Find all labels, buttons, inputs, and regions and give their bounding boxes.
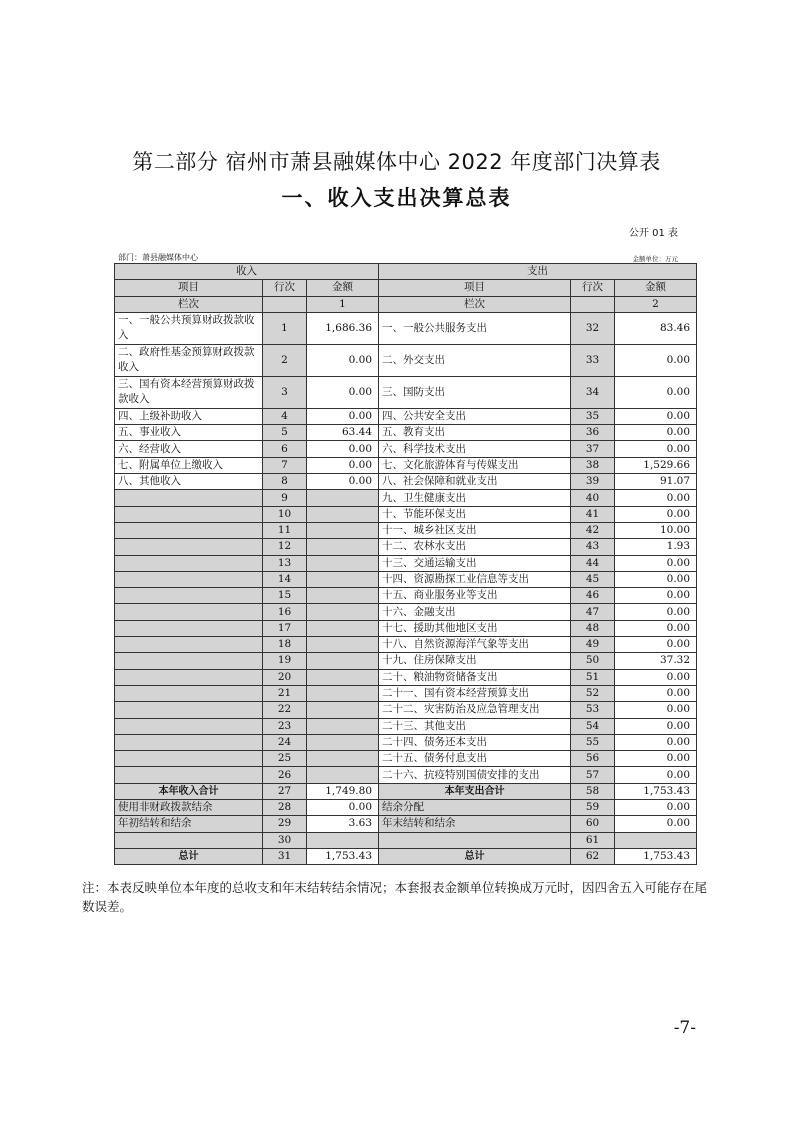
- expense-amount-cell: 1.93: [615, 539, 697, 555]
- table-row: [115, 653, 697, 669]
- income-line-cell: 24: [263, 734, 307, 750]
- income-amount-cell: [307, 571, 379, 587]
- expense-item-cell: 二十二、灾害防治及应急管理支出: [379, 702, 571, 718]
- income-line-cell: 28: [263, 800, 307, 816]
- expense-item-cell: 二十一、国有资本经营预算支出: [379, 685, 571, 701]
- income-item-cell: [115, 522, 263, 538]
- expense-line-cell: 51: [571, 669, 615, 685]
- income-amount-cell: 0.00: [307, 441, 379, 457]
- income-line-header: 行次: [263, 280, 307, 296]
- income-line-cell: 13: [263, 555, 307, 571]
- expense-amount-cell: 0.00: [615, 555, 697, 571]
- expense-line-cell: 33: [571, 344, 615, 376]
- department-label: 部门：萧县融媒体中心: [118, 253, 198, 262]
- expense-item-cell: 本年支出合计: [379, 783, 571, 799]
- expense-line-cell: 46: [571, 588, 615, 604]
- expense-amount-cell: 91.07: [615, 474, 697, 490]
- expense-column-blank: [571, 296, 615, 312]
- income-line-cell: 2: [263, 344, 307, 376]
- table-row: [115, 571, 697, 587]
- expense-item-cell: 总计: [379, 848, 571, 864]
- expense-line-cell: 39: [571, 474, 615, 490]
- income-amount-cell: [307, 620, 379, 636]
- income-amount-cell: [307, 490, 379, 506]
- income-item-cell: [115, 588, 263, 604]
- income-item-cell: [115, 702, 263, 718]
- income-header: 收入: [115, 264, 379, 280]
- income-item-cell: 二、政府性基金预算财政拨款收入: [115, 344, 263, 376]
- income-line-cell: 4: [263, 408, 307, 424]
- expense-amount-cell: 10.00: [615, 522, 697, 538]
- income-line-cell: 31: [263, 848, 307, 864]
- expense-amount-cell: 0.00: [615, 734, 697, 750]
- income-amount-cell: 0.00: [307, 474, 379, 490]
- expense-amount-cell: 37.32: [615, 653, 697, 669]
- expense-amount-header: 金额: [615, 280, 697, 296]
- income-line-cell: 1: [263, 312, 307, 344]
- income-amount-cell: 3.63: [307, 816, 379, 832]
- expense-amount-cell: 0.00: [615, 425, 697, 441]
- table-row: [115, 555, 697, 571]
- expense-item-cell: 六、科学技术支出: [379, 441, 571, 457]
- expense-amount-cell: 0.00: [615, 506, 697, 522]
- income-line-cell: 7: [263, 457, 307, 473]
- expense-amount-cell: 0.00: [615, 718, 697, 734]
- income-item-cell: [115, 490, 263, 506]
- income-item-cell: [115, 620, 263, 636]
- income-item-cell: [115, 653, 263, 669]
- income-item-cell: [115, 751, 263, 767]
- expense-item-cell: 四、公共安全支出: [379, 408, 571, 424]
- income-amount-cell: 1,686.36: [307, 312, 379, 344]
- table-row: [115, 344, 697, 376]
- expense-item-cell: 十三、交通运输支出: [379, 555, 571, 571]
- expense-line-cell: 48: [571, 620, 615, 636]
- table-row: [115, 474, 697, 490]
- income-item-cell: 八、其他收入: [115, 474, 263, 490]
- table-row: [115, 767, 697, 783]
- expense-header: 支出: [379, 264, 697, 280]
- income-amount-cell: 1,753.43: [307, 848, 379, 864]
- expense-item-cell: 结余分配: [379, 800, 571, 816]
- expense-line-cell: 57: [571, 767, 615, 783]
- income-line-cell: 22: [263, 702, 307, 718]
- expense-amount-cell: 0.00: [615, 637, 697, 653]
- expense-amount-cell: 1,753.43: [615, 783, 697, 799]
- income-amount-cell: 0.00: [307, 344, 379, 376]
- income-line-cell: 10: [263, 506, 307, 522]
- expense-item-cell: 一、一般公共服务支出: [379, 312, 571, 344]
- expense-item-cell: [379, 832, 571, 848]
- expense-line-cell: 41: [571, 506, 615, 522]
- income-amount-cell: [307, 702, 379, 718]
- expense-item-cell: 十七、援助其他地区支出: [379, 620, 571, 636]
- expense-line-header: 行次: [571, 280, 615, 296]
- income-line-cell: 9: [263, 490, 307, 506]
- expense-column-number: 2: [615, 296, 697, 312]
- expense-line-cell: 35: [571, 408, 615, 424]
- expense-line-cell: 32: [571, 312, 615, 344]
- income-item-cell: [115, 832, 263, 848]
- expense-amount-cell: 1,529.66: [615, 457, 697, 473]
- income-line-cell: 3: [263, 376, 307, 408]
- expense-amount-cell: 0.00: [615, 344, 697, 376]
- income-line-cell: 29: [263, 816, 307, 832]
- income-line-cell: 20: [263, 669, 307, 685]
- income-item-cell: [115, 555, 263, 571]
- expense-amount-cell: 0.00: [615, 588, 697, 604]
- income-line-cell: 12: [263, 539, 307, 555]
- expense-amount-cell: 0.00: [615, 376, 697, 408]
- expense-amount-cell: 0.00: [615, 685, 697, 701]
- expense-line-cell: 59: [571, 800, 615, 816]
- expense-item-cell: 十六、金融支出: [379, 604, 571, 620]
- income-amount-cell: 0.00: [307, 800, 379, 816]
- income-item-cell: [115, 685, 263, 701]
- expense-item-cell: 二十三、其他支出: [379, 718, 571, 734]
- table-row: [115, 848, 697, 864]
- expense-item-cell: 十一、城乡社区支出: [379, 522, 571, 538]
- income-line-cell: 27: [263, 783, 307, 799]
- table-row: [115, 425, 697, 441]
- expense-item-cell: 十八、自然资源海洋气象等支出: [379, 637, 571, 653]
- income-line-cell: 16: [263, 604, 307, 620]
- income-amount-cell: [307, 604, 379, 620]
- table-row: [115, 751, 697, 767]
- expense-amount-cell: 0.00: [615, 490, 697, 506]
- income-amount-cell: 0.00: [307, 408, 379, 424]
- table-row: [115, 783, 697, 799]
- expense-line-cell: 42: [571, 522, 615, 538]
- income-item-cell: 三、国有资本经营预算财政拨款收入: [115, 376, 263, 408]
- income-line-cell: 5: [263, 425, 307, 441]
- table-row: [115, 522, 697, 538]
- income-column-label: 栏次: [115, 296, 263, 312]
- income-line-cell: 23: [263, 718, 307, 734]
- expense-line-cell: 52: [571, 685, 615, 701]
- income-line-cell: 11: [263, 522, 307, 538]
- income-amount-header: 金额: [307, 280, 379, 296]
- expense-line-cell: 37: [571, 441, 615, 457]
- table-row: [115, 702, 697, 718]
- expense-amount-cell: 83.46: [615, 312, 697, 344]
- form-number: 公开 01 表: [628, 228, 678, 239]
- expense-item-cell: 十五、商业服务业等支出: [379, 588, 571, 604]
- expense-line-cell: 34: [571, 376, 615, 408]
- income-amount-cell: [307, 734, 379, 750]
- table-row: [115, 832, 697, 848]
- income-expense-table: [114, 263, 697, 865]
- expense-item-cell: 二十四、债务还本支出: [379, 734, 571, 750]
- expense-line-cell: 50: [571, 653, 615, 669]
- table-row: [115, 312, 697, 344]
- income-amount-cell: [307, 555, 379, 571]
- table-row: [115, 718, 697, 734]
- income-item-cell: 年初结转和结余: [115, 816, 263, 832]
- page-title: 第二部分 宿州市萧县融媒体中心 2022 年度部门决算表: [132, 150, 661, 174]
- income-line-cell: 25: [263, 751, 307, 767]
- table-row: [115, 604, 697, 620]
- expense-line-cell: 45: [571, 571, 615, 587]
- expense-line-cell: 49: [571, 637, 615, 653]
- expense-item-cell: 年末结转和结余: [379, 816, 571, 832]
- income-item-cell: 四、上级补助收入: [115, 408, 263, 424]
- expense-item-cell: 九、卫生健康支出: [379, 490, 571, 506]
- table-title: 一、收入支出决算总表: [281, 186, 512, 210]
- expense-line-cell: 53: [571, 702, 615, 718]
- expense-line-cell: 56: [571, 751, 615, 767]
- income-amount-cell: [307, 653, 379, 669]
- expense-line-cell: 38: [571, 457, 615, 473]
- expense-item-header: 项目: [379, 280, 571, 296]
- table-row: [115, 506, 697, 522]
- income-item-cell: 六、经营收入: [115, 441, 263, 457]
- income-line-cell: 6: [263, 441, 307, 457]
- income-item-cell: 总计: [115, 848, 263, 864]
- table-row: [115, 457, 697, 473]
- income-amount-cell: 0.00: [307, 376, 379, 408]
- expense-item-cell: 二十六、抗疫特别国债安排的支出: [379, 767, 571, 783]
- income-line-cell: 18: [263, 637, 307, 653]
- income-amount-cell: [307, 832, 379, 848]
- expense-line-cell: 43: [571, 539, 615, 555]
- expense-amount-cell: 0.00: [615, 441, 697, 457]
- expense-item-cell: 五、教育支出: [379, 425, 571, 441]
- income-item-cell: [115, 718, 263, 734]
- table-row: [115, 588, 697, 604]
- expense-item-cell: 二、外交支出: [379, 344, 571, 376]
- income-item-cell: [115, 637, 263, 653]
- expense-line-cell: 40: [571, 490, 615, 506]
- expense-line-cell: 54: [571, 718, 615, 734]
- income-item-cell: [115, 506, 263, 522]
- unit-label: 金额单位：万元: [632, 255, 678, 263]
- income-item-cell: [115, 767, 263, 783]
- expense-amount-cell: 1,753.43: [615, 848, 697, 864]
- expense-line-cell: 55: [571, 734, 615, 750]
- expense-amount-cell: 0.00: [615, 702, 697, 718]
- expense-amount-cell: 0.00: [615, 800, 697, 816]
- expense-amount-cell: 0.00: [615, 816, 697, 832]
- income-amount-cell: [307, 718, 379, 734]
- table-row: [115, 539, 697, 555]
- expense-amount-cell: [615, 832, 697, 848]
- table-row: [115, 800, 697, 816]
- income-line-cell: 26: [263, 767, 307, 783]
- income-column-blank: [263, 296, 307, 312]
- table-row: [115, 441, 697, 457]
- table-row: [115, 669, 697, 685]
- income-column-number: 1: [307, 296, 379, 312]
- income-item-cell: [115, 734, 263, 750]
- income-item-cell: 使用非财政拨款结余: [115, 800, 263, 816]
- expense-item-cell: 三、国防支出: [379, 376, 571, 408]
- income-amount-cell: [307, 539, 379, 555]
- expense-line-cell: 36: [571, 425, 615, 441]
- income-line-cell: 21: [263, 685, 307, 701]
- expense-item-cell: 十九、住房保障支出: [379, 653, 571, 669]
- income-line-cell: 14: [263, 571, 307, 587]
- income-item-cell: [115, 539, 263, 555]
- expense-item-cell: 十二、农林水支出: [379, 539, 571, 555]
- income-amount-cell: [307, 637, 379, 653]
- income-item-cell: [115, 669, 263, 685]
- expense-amount-cell: 0.00: [615, 669, 697, 685]
- income-amount-cell: [307, 767, 379, 783]
- expense-amount-cell: 0.00: [615, 408, 697, 424]
- income-line-cell: 30: [263, 832, 307, 848]
- footnote: 注：本表反映单位本年度的总收支和年末结转结余情况；本套报表金额单位转换成万元时，因四舍五入可能存在尾数误差。: [82, 880, 708, 914]
- expense-amount-cell: 0.00: [615, 751, 697, 767]
- expense-line-cell: 62: [571, 848, 615, 864]
- income-line-cell: 19: [263, 653, 307, 669]
- expense-line-cell: 47: [571, 604, 615, 620]
- income-amount-cell: [307, 588, 379, 604]
- expense-item-cell: 八、社会保障和就业支出: [379, 474, 571, 490]
- table-row: [115, 685, 697, 701]
- table-row: [115, 620, 697, 636]
- expense-line-cell: 44: [571, 555, 615, 571]
- expense-amount-cell: 0.00: [615, 767, 697, 783]
- income-line-cell: 15: [263, 588, 307, 604]
- income-item-cell: 一、一般公共预算财政拨款收入: [115, 312, 263, 344]
- expense-amount-cell: 0.00: [615, 604, 697, 620]
- page-number: -7-: [673, 1018, 696, 1038]
- income-amount-cell: [307, 685, 379, 701]
- expense-amount-cell: 0.00: [615, 571, 697, 587]
- income-amount-cell: 63.44: [307, 425, 379, 441]
- table-row: [115, 490, 697, 506]
- income-line-cell: 17: [263, 620, 307, 636]
- income-line-cell: 8: [263, 474, 307, 490]
- table-row: [115, 408, 697, 424]
- income-amount-cell: [307, 522, 379, 538]
- income-item-cell: [115, 571, 263, 587]
- expense-amount-cell: 0.00: [615, 620, 697, 636]
- income-amount-cell: [307, 506, 379, 522]
- income-item-cell: 七、附属单位上缴收入: [115, 457, 263, 473]
- table-row: [115, 816, 697, 832]
- income-amount-cell: 1,749.80: [307, 783, 379, 799]
- table-row: [115, 637, 697, 653]
- expense-item-cell: 二十五、债务付息支出: [379, 751, 571, 767]
- expense-item-cell: 十四、资源勘探工业信息等支出: [379, 571, 571, 587]
- expense-item-cell: 十、节能环保支出: [379, 506, 571, 522]
- income-amount-cell: [307, 669, 379, 685]
- expense-item-cell: 二十、粮油物资储备支出: [379, 669, 571, 685]
- income-item-cell: 本年收入合计: [115, 783, 263, 799]
- income-amount-cell: 0.00: [307, 457, 379, 473]
- table-row: [115, 734, 697, 750]
- income-item-header: 项目: [115, 280, 263, 296]
- income-item-cell: [115, 604, 263, 620]
- income-amount-cell: [307, 751, 379, 767]
- expense-column-label: 栏次: [379, 296, 571, 312]
- expense-line-cell: 61: [571, 832, 615, 848]
- expense-item-cell: 七、文化旅游体育与传媒支出: [379, 457, 571, 473]
- income-item-cell: 五、事业收入: [115, 425, 263, 441]
- expense-line-cell: 58: [571, 783, 615, 799]
- table-row: [115, 376, 697, 408]
- expense-line-cell: 60: [571, 816, 615, 832]
